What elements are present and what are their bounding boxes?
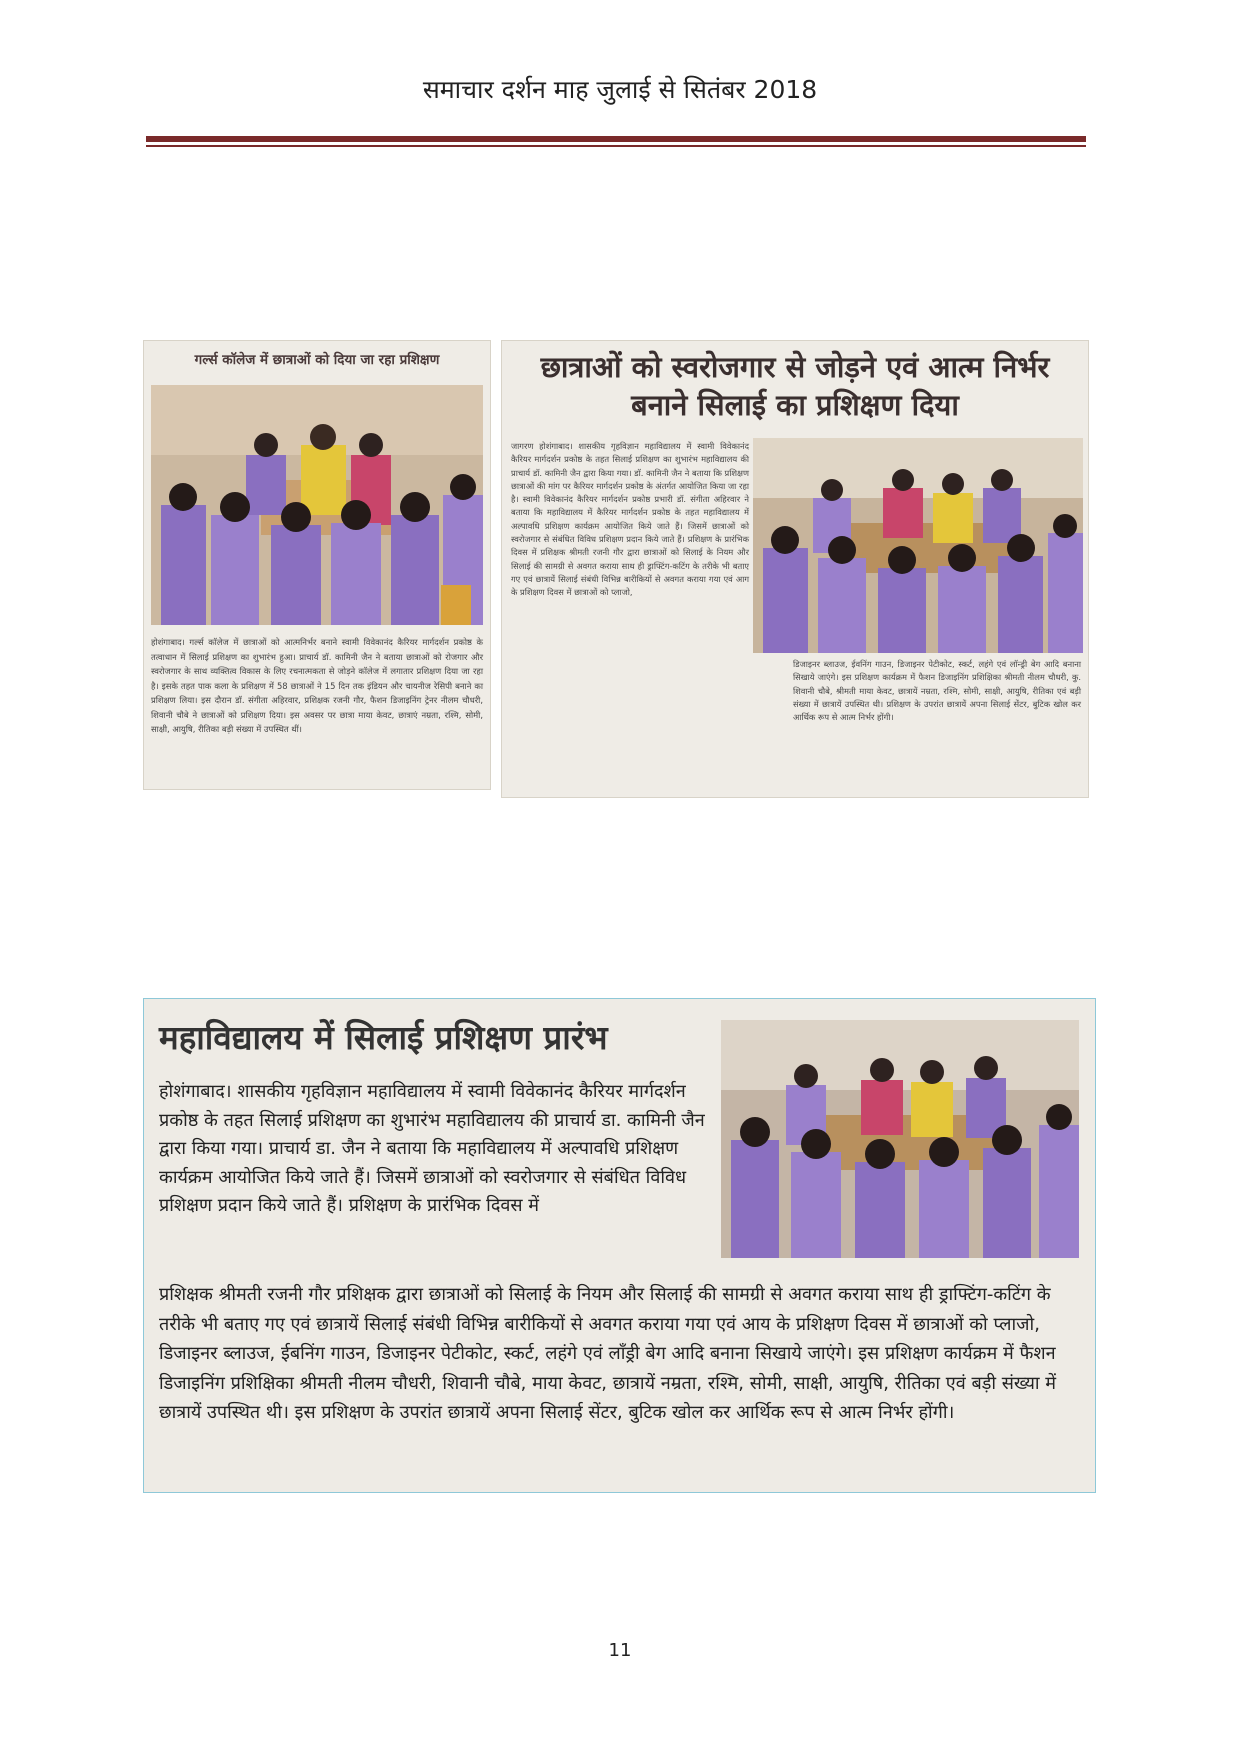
clipping-headline: गर्ल्स कॉलेज में छात्राओं को दिया जा रहा प्रशिक्षण [194,352,440,368]
clipping-headline: छात्राओं को स्वरोजगार से जोड़ने एवं आत्म निर्भर बनाने सिलाई का प्रशिक्षण दिया [540,350,1050,422]
clipping-column-1: जागरण होशंगाबाद। शासकीय गृहविज्ञान महाविद्यालय में स्वामी विवेकानंद कैरियर मार्गदर्शन प्रकोष्ठ के तहत सिलाई प्रशिक्षण का शुभारंभ महाविद्यालय की प्राचार्य डॉ. कामिनी जैन द्वारा किया गया। डॉ. कामिनी जैन ने बताया कि प्रशिक्षण छात्राओं की मांग पर कैरियर मार्गदर्शन प्रकोष्ठ के अंतर्गत आयोजित किया जा रहा है। स्वामी विवेकानंद कैरियर मार्गदर्शन प्रकोष्ठ प्रभारी डॉ. संगीता अहिरवार ने बताया कि महाविद्यालय में कैरियर मार्गदर्शन प्रकोष्ठ के तहत महाविद्यालय में अल्पावधि प्रशिक्षण कार्यक्रम आयोजित किये जाते हैं। जिसमें छात्राओं को स्वरोजगार से संबंधित विविध प्रशिक्षण प्रदान किये जाते हैं। प्रशिक्षण के प्रारंभिक दिवस में प्रशिक्षक श्रीमती रजनी गौर द्वारा छात्राओं को सिलाई के नियम और सिलाई की सामग्री से अवगत कराया साथ ही ड्राफ्टिंग-कटिंग के तरीके भी बताए गए एवं छात्रायें सिलाई संबंधी विभिन्न बारीकियों से अवगत कराया गया एवं आग के प्रशिक्षण दिवस में छात्राओं को प्लाजो, [511,441,749,598]
photo-icon [753,438,1083,653]
clipping-headline: महाविद्यालय में सिलाई प्रशिक्षण प्रारंभ [159,1018,608,1057]
photo-icon [151,385,483,625]
clipping-column-2: डिजाइनर ब्लाउज, ईवनिंग गाउन, डिजाइनर पेटीकोट, स्कर्ट, लहंगे एवं लॉन्ड्री बेग आदि बनाना सिखाये जाएंगे। इस प्रशिक्षण कार्यक्रम में फैशन डिजाइनिंग प्रशिक्षिका श्रीमती नीलम चौधरी, कु. शिवानी चौबे, श्रीमती माया केवट, छात्रायें नम्रता, रश्मि, सोमी, साक्षी, आयुषि, रीतिका एवं बड़ी संख्या में छात्रायें उपस्थित थी। प्रशिक्षण के उपरांत छात्रायें अपना सिलाई सेंटर, बुटिक खोल कर आर्थिक रूप से आत्म निर्भर होंगी। [793,659,1081,723]
header-rule-thick [146,136,1086,142]
clipping-body-top: होशंगाबाद। शासकीय गृहविज्ञान महाविद्यालय में स्वामी विवेकानंद कैरियर मार्गदर्शन प्रकोष्ठ के तहत सिलाई प्रशिक्षण का शुभारंभ महाविद्यालय की प्राचार्य डा. कामिनी जैन द्वारा किया गया। प्राचार्य डा. जैन ने बताया कि महाविद्यालय में अल्पावधि प्रशिक्षण कार्यक्रम आयोजित किये जाते हैं। जिसमें छात्राओं को स्वरोजगार से संबंधित विविध प्रशिक्षण प्रदान किये जाते हैं। प्रशिक्षण के प्रारंभिक दिवस में [159,1081,705,1216]
clipping-body-bottom: प्रशिक्षक श्रीमती रजनी गौर प्रशिक्षक द्वारा छात्राओं को सिलाई के नियम और सिलाई की सामग्री से अवगत कराया साथ ही ड्राफ्टिंग-कटिंग के तरीके भी बताए गए एवं छात्रायें सिलाई संबंधी विभिन्न बारीकियों से अवगत कराया गया एवं आय के प्रशिक्षण दिवस में छात्राओं को प्लाजो, डिजाइनर ब्लाउज, ईबनिंग गाउन, डिजाइनर पेटीकोट, स्कर्ट, लहंगे एवं लॉंड्री बेग आदि बनाना सिखाये जाएंगे। इस प्रशिक्षण कार्यक्रम में फैशन डिजाइनिंग प्रशिक्षिका श्रीमती नीलम चौधरी, शिवानी चौबे, माया केवट, छात्रायें नम्रता, रश्मि, सोमी, साक्षी, आयुषि, रीतिका एवं बड़ी संख्या में छात्रायें उपस्थित थी। इस प्रशिक्षण के उपरांत छात्रायें अपना सिलाई सेंटर, बुटिक खोल कर आर्थिक रूप से आत्म निर्भर होंगी। [159,1284,1057,1423]
header-rule-thin [146,145,1086,147]
news-clipping-3 [143,998,1096,1493]
page-title: समाचार दर्शन माह जुलाई से सितंबर 2018 [422,75,818,104]
photo-icon [721,1020,1079,1258]
news-clipping-2 [501,340,1089,798]
news-clipping-1 [143,340,491,790]
page-number: 11 [608,1640,632,1661]
clipping-body: होशंगाबाद। गर्ल्स कॉलेज में छात्राओं को आत्मनिर्भर बनाने स्वामी विवेकानंद कैरियर मार्गदर्शन प्रकोष्ठ के तत्वाधान में सिलाई प्रशिक्षण का शुभारंभ हुआ। प्राचार्य डॉ. कामिनी जैन ने बताया छात्राओं को रोजगार और स्वरोजगार के साथ व्यक्तित्व विकास के लिए रचनात्मकता से जोड़ने कॉलेज में लगातार प्रशिक्षण दिया जा रहा है। इसके तहत पाक कला के प्रशिक्षण में 58 छात्राओं ने 15 दिन तक इंडियन और चायनीज रेसिपी बनाने का प्रशिक्षण लिया। इस दौरान डॉ. संगीता अहिरवार, प्रशिक्षक रजनी गौर, फैशन डिजाइनिंग ट्रेनर नीलम चौधरी, शिवानी चौबे ने छात्राओं को प्रशिक्षण दिया। इस अवसर पर छात्रा माया केवट, छात्राएं नम्रता, रश्मि, सोमी, साक्षी, आयुषि, रीतिका बड़ी संख्या में उपस्थित थीं। [151,637,483,734]
